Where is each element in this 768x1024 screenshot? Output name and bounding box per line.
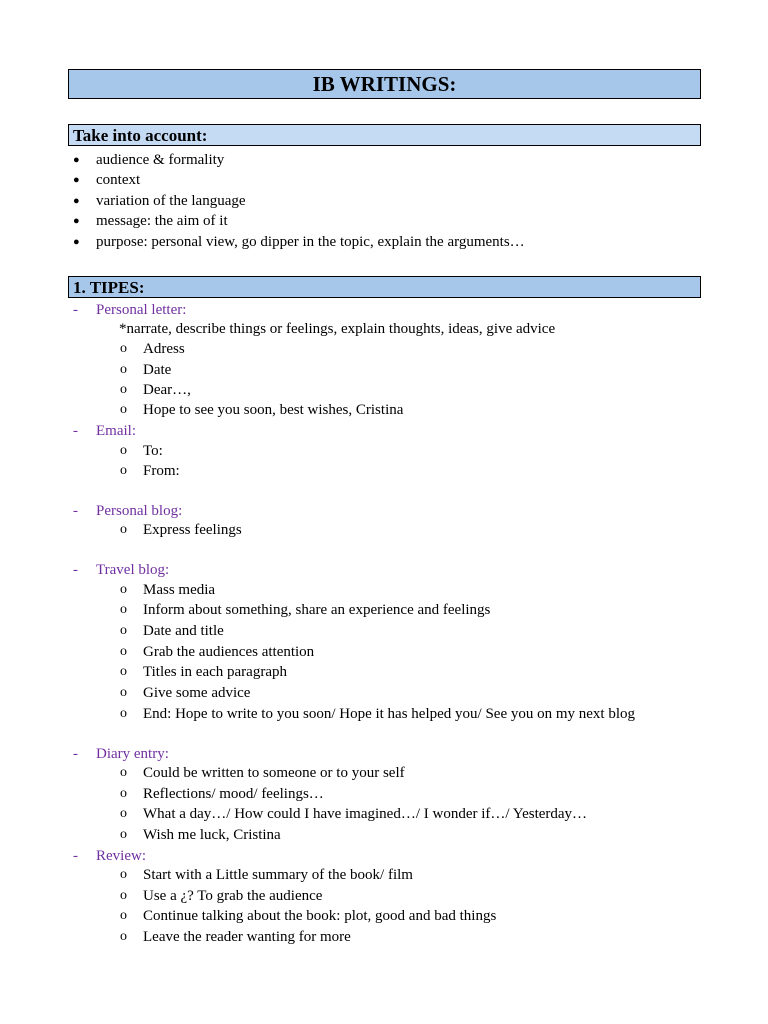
category-review: Review: — [96, 848, 146, 864]
list-item: Could be written to someone or to your self — [143, 765, 405, 781]
account-item: audience & formality — [96, 152, 225, 168]
dash-marker: - — [73, 746, 78, 762]
list-item: Express feelings — [143, 522, 242, 538]
circle-bullet-icon: o — [120, 765, 127, 780]
personal-letter-note: *narrate, describe things or feelings, explain thoughts, ideas, give advice — [119, 321, 556, 337]
list-item: Leave the reader wanting for more — [143, 929, 351, 945]
list-item: Give some advice — [143, 685, 251, 701]
circle-bullet-icon: o — [120, 806, 127, 821]
dash-marker: - — [73, 423, 78, 439]
list-item: Date and title — [143, 623, 224, 639]
list-item: Start with a Little summary of the book/ film — [143, 867, 413, 883]
list-item: From: — [143, 463, 180, 479]
list-item: Dear…, — [143, 382, 191, 398]
bullet-icon: ● — [73, 195, 80, 207]
bullet-icon: ● — [73, 174, 80, 186]
dash-marker: - — [73, 562, 78, 578]
account-item: purpose: personal view, go dipper in the topic, explain the arguments… — [96, 234, 525, 250]
dash-marker: - — [73, 503, 78, 519]
circle-bullet-icon: o — [120, 888, 127, 903]
circle-bullet-icon: o — [120, 685, 127, 700]
list-item: Mass media — [143, 582, 216, 598]
circle-bullet-icon: o — [120, 644, 127, 659]
category-personal-letter: Personal letter: — [96, 302, 187, 318]
circle-bullet-icon: o — [120, 664, 127, 679]
bullet-icon: ● — [73, 215, 80, 227]
circle-bullet-icon: o — [120, 463, 127, 478]
category-personal-blog: Personal blog: — [96, 503, 183, 519]
list-item: Titles in each paragraph — [143, 664, 287, 680]
account-item: variation of the language — [96, 193, 246, 209]
account-item: context — [96, 172, 141, 188]
list-item: Use a ¿? To grab the audience — [143, 888, 323, 904]
list-item: Hope to see you soon, best wishes, Cristina — [143, 402, 404, 418]
circle-bullet-icon: o — [120, 867, 127, 882]
list-item: Date — [143, 362, 172, 378]
bullet-icon: ● — [73, 154, 80, 166]
circle-bullet-icon: o — [120, 602, 127, 617]
account-item: message: the aim of it — [96, 213, 228, 229]
list-item: Wish me luck, Cristina — [143, 827, 281, 843]
circle-bullet-icon: o — [120, 382, 127, 397]
circle-bullet-icon: o — [120, 402, 127, 417]
dash-marker: - — [73, 848, 78, 864]
circle-bullet-icon: o — [120, 908, 127, 923]
take-into-account-heading: Take into account: — [68, 124, 701, 146]
bullet-icon: ● — [73, 236, 80, 248]
circle-bullet-icon: o — [120, 443, 127, 458]
types-heading: 1. TIPES: — [68, 276, 701, 298]
circle-bullet-icon: o — [120, 706, 127, 721]
list-item: Grab the audiences attention — [143, 644, 315, 660]
category-travel-blog: Travel blog: — [96, 562, 170, 578]
circle-bullet-icon: o — [120, 827, 127, 842]
circle-bullet-icon: o — [120, 341, 127, 356]
dash-marker: - — [73, 302, 78, 318]
list-item: Adress — [143, 341, 185, 357]
circle-bullet-icon: o — [120, 522, 127, 537]
list-item: End: Hope to write to you soon/ Hope it has helped you/ See you on my next blog — [143, 706, 636, 722]
list-item: Reflections/ mood/ feelings… — [143, 786, 324, 802]
list-item: To: — [143, 443, 163, 459]
circle-bullet-icon: o — [120, 582, 127, 597]
list-item: Continue talking about the book: plot, good and bad things — [143, 908, 497, 924]
circle-bullet-icon: o — [120, 929, 127, 944]
category-email: Email: — [96, 423, 136, 439]
category-diary-entry: Diary entry: — [96, 746, 169, 762]
circle-bullet-icon: o — [120, 786, 127, 801]
document-title: IB WRITINGS: — [68, 69, 701, 99]
circle-bullet-icon: o — [120, 362, 127, 377]
list-item: What a day…/ How could I have imagined…/ I wonder if…/ Yesterday… — [143, 806, 588, 822]
circle-bullet-icon: o — [120, 623, 127, 638]
list-item: Inform about something, share an experience and feelings — [143, 602, 491, 618]
